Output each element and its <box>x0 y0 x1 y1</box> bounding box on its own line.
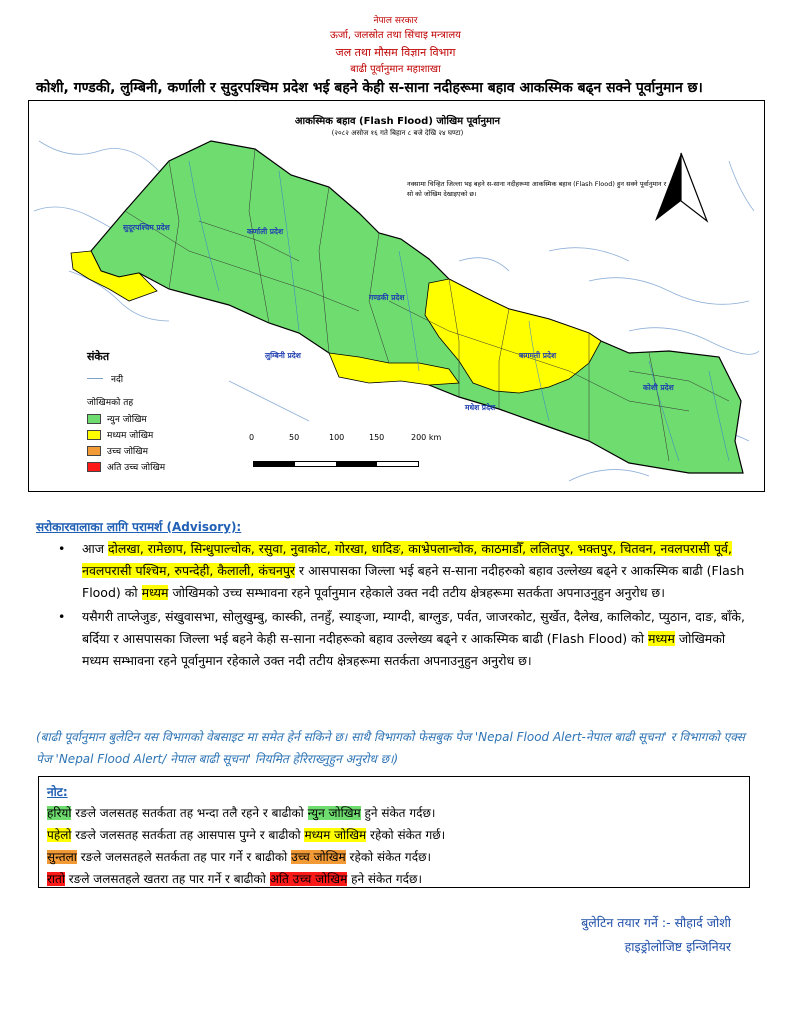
legend-item-label: उच्च जोखिम <box>107 447 148 457</box>
advisory-text: यसैगरी ताप्लेजुङ, संखुवासभा, सोलुखुम्बु, कास्की, तनहुँ, स्याङ्जा, म्याग्दी, बाग्लुङ, पर्वत, जाजरकोट, सुर्खेत, दैलेख, कालिकोट, प्युठान, दाङ, बाँके, बर्दिया र आसपासका जिल्ला भई बहने केही स-साना नदीहरूको बहाव उल्लेख्य बढ्ने र आकस्मिक बाढी (Flash Flood) को <box>82 609 745 646</box>
note-text: रङले जलसतह सतर्कता तह भन्दा तलै रहने र बाढीको <box>71 806 308 820</box>
department-name: जल तथा मौसम विज्ञान विभाग <box>335 46 456 59</box>
note-row-green <box>47 802 741 824</box>
risk-level: अति उच्च जोखिम <box>269 872 348 886</box>
risk-level-highlight: मध्यम <box>647 631 675 646</box>
legend-river-label: नदी <box>111 375 124 385</box>
legend-river <box>87 372 267 385</box>
bullet-icon: • <box>58 609 66 624</box>
legend-risk-title: जोखिमको तह <box>87 398 134 408</box>
low-risk-swatch <box>87 414 101 424</box>
risk-level: न्युन जोखिम <box>307 806 361 820</box>
legend-item-very-high <box>87 460 267 473</box>
map-legend <box>87 349 267 476</box>
promo-text: (बाढी पूर्वानुमान बुलेटिन यस विभागको वेबसाइट मा समेत हेर्न सकिने छ। साथै विभागको फेसबुक पेज 'Nepal Flood Alert-नेपाल बाढी सूचना' र विभागको एक्स पेज 'Nepal Flood Alert/ नेपाल बाढी सूचना' नियमित हेरिराख्नुहुन अनुरोध छ।) <box>36 730 745 766</box>
note-text: रहेको संकेत गर्छ। <box>366 828 446 842</box>
ministry-name: ऊर्जा, जलस्रोत तथा सिंचाइ मन्त्रालय <box>330 30 461 41</box>
note-title: नोट: <box>47 785 68 799</box>
scale-label: 200 km <box>411 433 442 442</box>
risk-level: उच्च जोखिम <box>291 850 346 864</box>
letterhead <box>0 14 791 78</box>
scale-bar-graphic <box>253 461 419 467</box>
forecast-headline: कोशी, गण्डकी, लुम्बिनी, कर्णाली र सुदुरपश्चिम प्रदेश भई बहने केही स-साना नदीहरूमा बहाव आकस्मिक बढ्न सक्ने पूर्वानुमान छ। <box>36 80 703 96</box>
advisory-text: जोखिमको मध्यम सम्भावना रहने पूर्वानुमान रहेकाले उक्त नदी तटीय क्षेत्रहरूमा सतर्कता अपनाउनुहुन अनुरोध छ। <box>82 631 726 668</box>
advisory-item <box>58 538 748 604</box>
advisory-text: र आसपासका जिल्ला भई बहने स-साना नदीहरुको बहाव उल्लेख्य बढ्ने र आकस्मिक बाढी (Flash Flood) को <box>82 563 745 600</box>
province-label-gandaki: गण्डकी प्रदेश <box>369 293 405 302</box>
note-row-red <box>47 868 741 890</box>
note-row-yellow <box>47 824 741 846</box>
scale-label: 50 <box>289 433 300 442</box>
legend-item-low <box>87 412 267 425</box>
note-text: हने संकेत गर्दछ। <box>347 872 422 886</box>
scale-label: 150 <box>369 433 385 442</box>
legend-item-label: मध्यम जोखिम <box>107 431 154 441</box>
advisory-list <box>58 538 748 674</box>
very-high-risk-swatch <box>87 462 101 472</box>
note-text: रहेको संकेत गर्दछ। <box>345 850 432 864</box>
color-word: सुन्तला <box>47 850 77 864</box>
note-text: हुने संकेत गर्दछ। <box>360 806 436 820</box>
color-word: पहेलो <box>47 828 72 842</box>
flash-flood-map <box>28 100 765 492</box>
color-word: हरियो <box>47 806 72 820</box>
map-title: आकस्मिक बहाव (Flash Flood) जोखिम पूर्वानुमान <box>294 116 501 127</box>
legend-item-high <box>87 444 267 457</box>
advisory-item <box>58 606 748 672</box>
legend-item-label: अति उच्च जोखिम <box>107 463 166 473</box>
map-note: नक्सामा चिन्हित जिल्ला भइ बहने स-साना नदीहरूमा आकस्मिक बहाव (Flash Flood) हुन सक्ने पूर्वानुमान र सो को जोखिम देखाइएको छ। <box>407 180 667 198</box>
province-label-bagmati: बागमती प्रदेश <box>519 351 557 360</box>
legend-item-medium <box>87 428 267 441</box>
risk-level: मध्यम जोखिम <box>304 828 367 842</box>
legend-item-label: न्युन जोखिम <box>107 415 147 425</box>
province-label-koshi: कोशी प्रदेश <box>643 383 674 392</box>
province-label-sudurpashchim: सुदूरपश्चिम प्रदेश <box>123 223 170 232</box>
note-row-orange <box>47 846 741 868</box>
legend-title: संकेत <box>87 350 110 363</box>
advisory-title: सरोकारवालाका लागि परामर्श (Advisory): <box>36 520 242 534</box>
map-subtitle: (२०८२ असोज १६ गते बिहान ८ बजे देखि २४ घण्टा) <box>331 129 464 137</box>
prepared-by: बुलेटिन तयार गर्ने :- सौहार्द जोशी <box>581 915 731 930</box>
note-text: रङले जलसतहले सतर्कता तह पार गर्ने र बाढीको <box>76 850 292 864</box>
medium-risk-swatch <box>87 430 101 440</box>
river-line-icon <box>87 378 103 379</box>
scale-label: 0 <box>249 433 255 442</box>
designation: हाइड्रोलोजिष्ट इन्जिनियर <box>624 939 731 954</box>
province-label-karnali: कर्णाली प्रदेश <box>247 227 284 236</box>
scale-label: 100 <box>329 433 345 442</box>
color-word: रातो <box>47 872 65 886</box>
highlighted-districts: दोलखा, रामेछाप, सिन्धुपाल्चोक, रसुवा, नुवाकोट, गोरखा, धादिङ, काभ्रेपलान्चोक, काठमाडौँ, ललितपुर, भक्तपुर, चितवन, नवलपरासी पूर्व, नवलपरासी पश्चिम, रुपन्देही, कैलाली, कंचनपुर <box>82 541 732 578</box>
note-box <box>38 776 750 888</box>
advisory-text: जोखिमको उच्च सम्भावना रहने पूर्वानुमान रहेकाले उक्त नदी तटीय क्षेत्रहरूमा सतर्कता अपनाउनुहुन अनुरोध छ। <box>168 585 665 600</box>
note-text: रङले जलसतह सतर्कता तह आसपास पुग्ने र बाढीको <box>71 828 305 842</box>
scale-bar <box>245 433 445 445</box>
bullet-icon: • <box>58 541 66 556</box>
gov-name: नेपाल सरकार <box>373 16 418 26</box>
advisory-text: आज <box>82 541 109 556</box>
division-name: बाढी पूर्वानुमान महाशाखा <box>350 64 441 75</box>
province-label-madhesh: मधेश प्रदेश <box>465 403 496 412</box>
note-text: रङले जलसतहले खतरा तह पार गर्ने र बाढीको <box>64 872 270 886</box>
risk-level-highlight: मध्यम <box>141 585 169 600</box>
province-label-lumbini: लुम्बिनी प्रदेश <box>265 351 301 360</box>
high-risk-swatch <box>87 446 101 456</box>
